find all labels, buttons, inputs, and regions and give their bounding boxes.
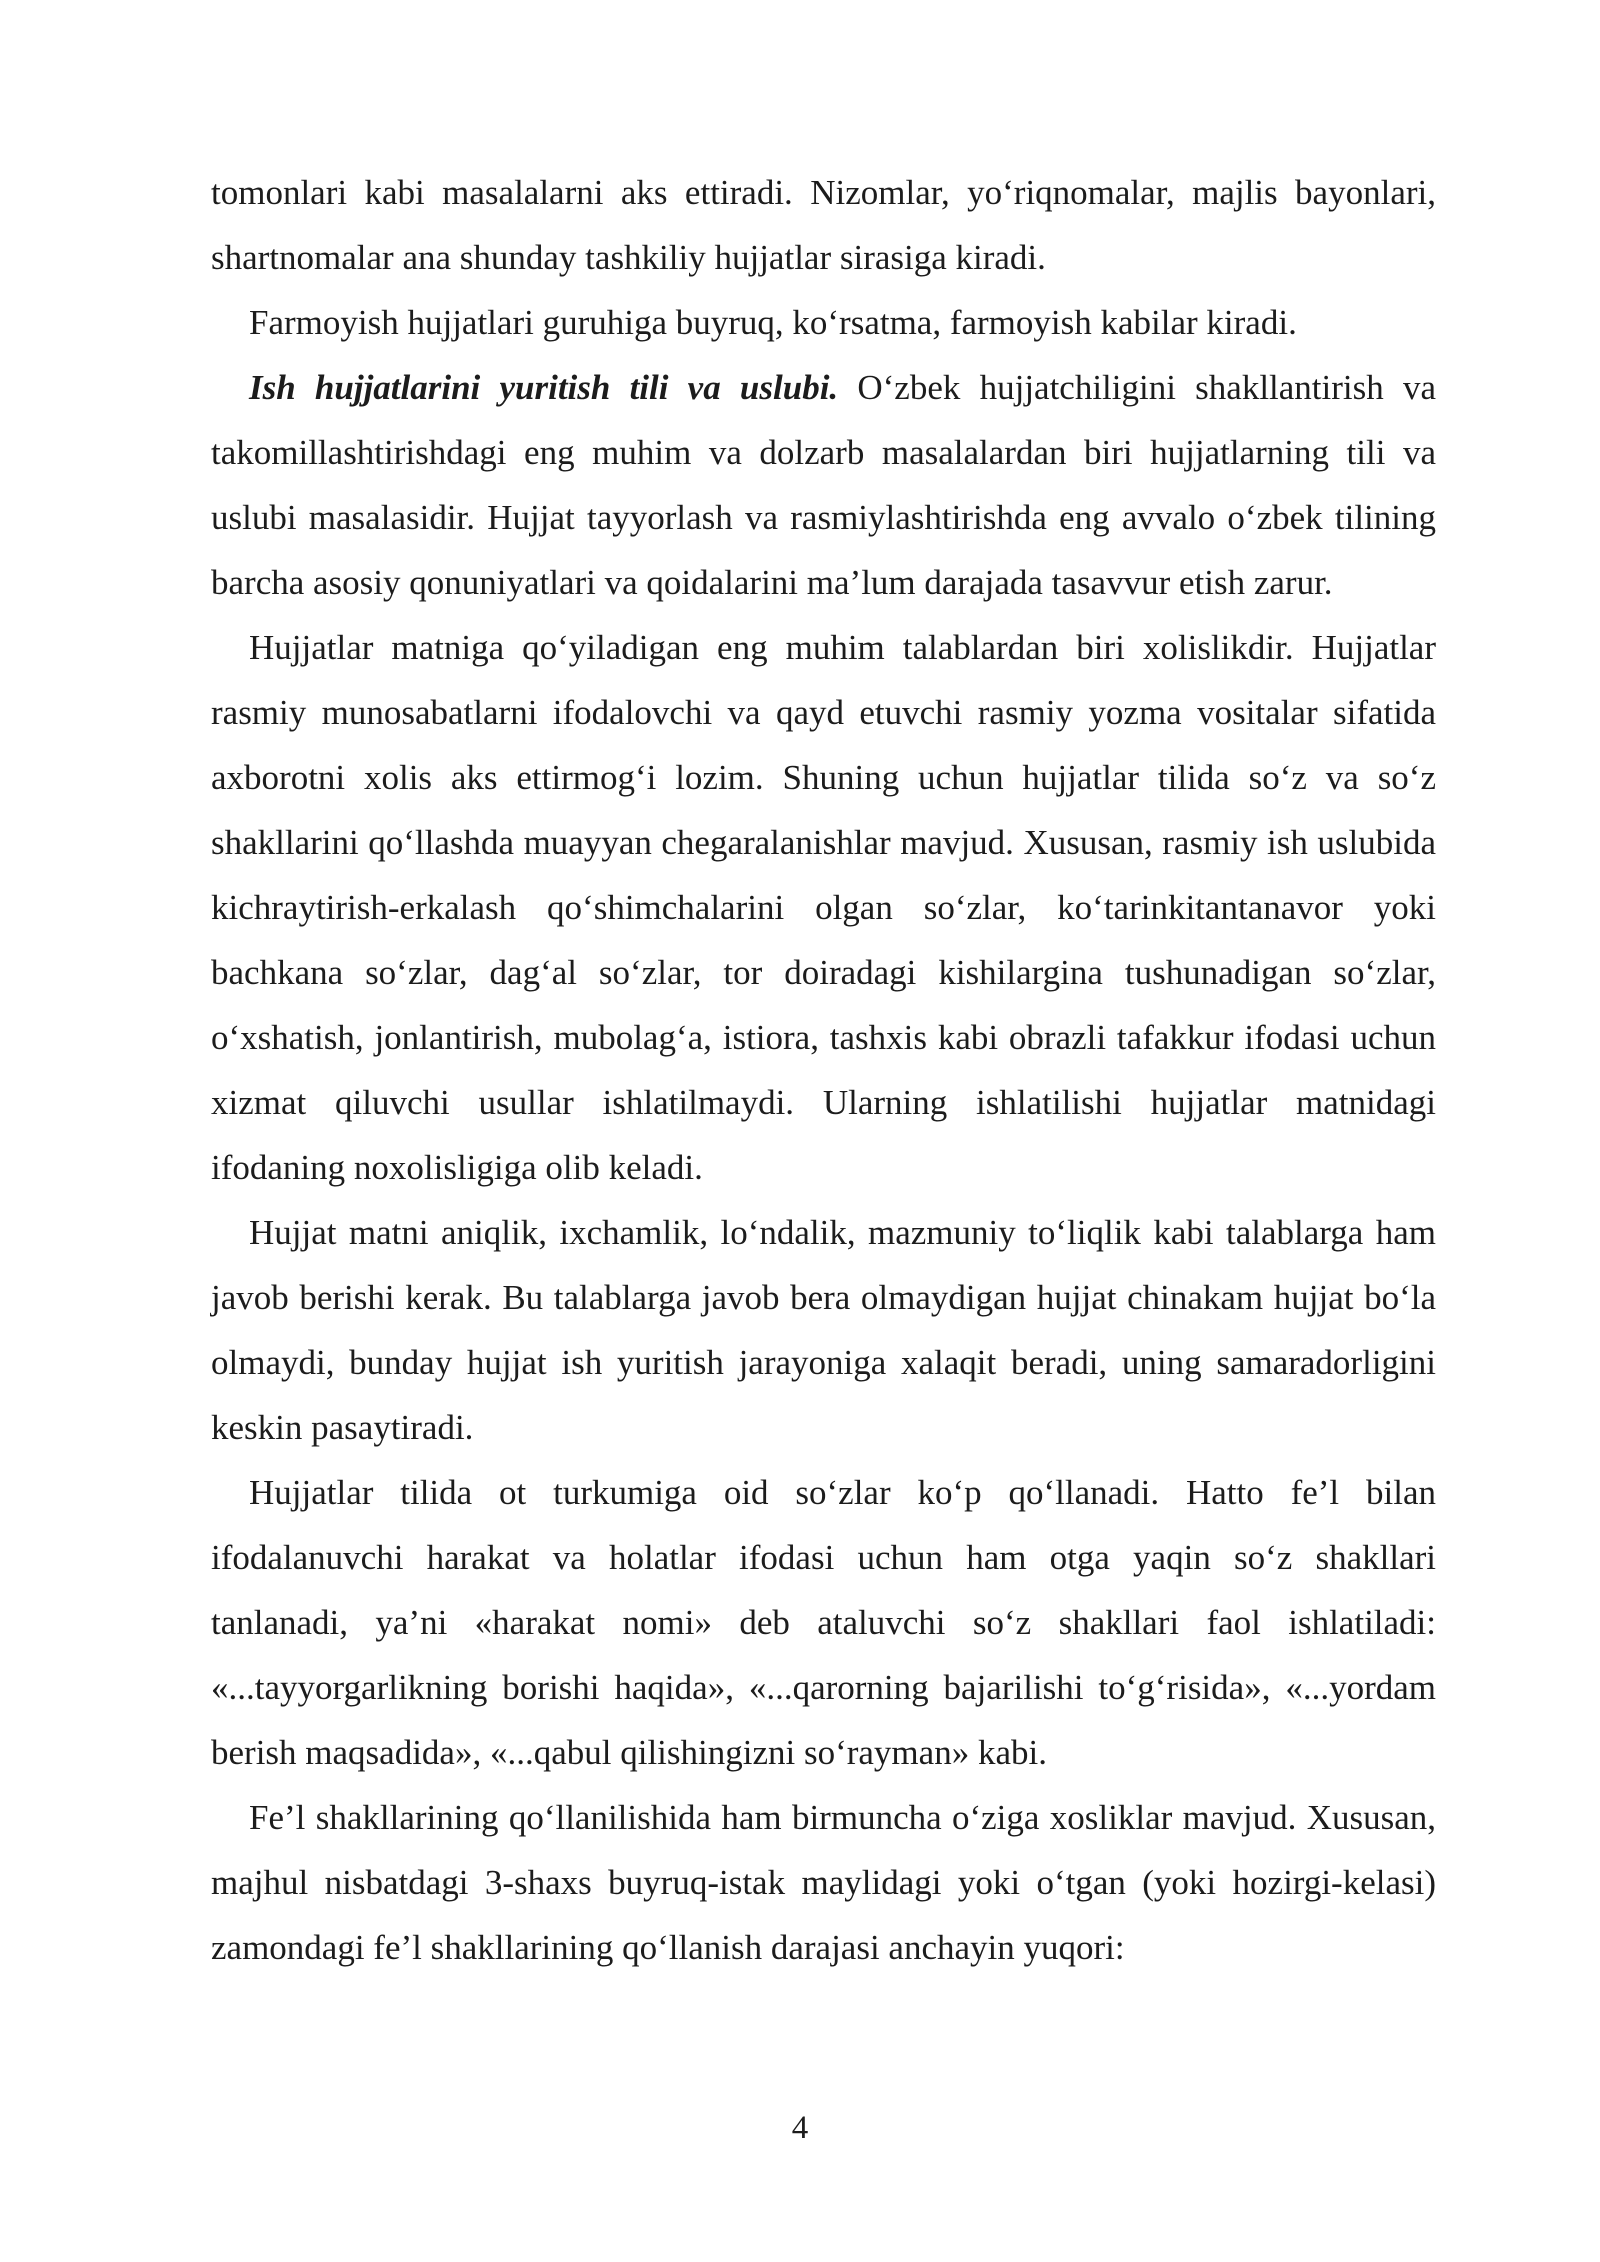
- page-number: 4: [791, 2110, 809, 2146]
- paragraph-2: [211, 290, 1436, 355]
- paragraph-4-text: Hujjatlar matniga qo‘yiladigan eng muhim talablardan biri xolislikdir. Hujjatlar rasmiy munosabatlarni ifodalovchi va qayd etuvchi rasmiy yozma vositalar sifatida axborotni xolis aks ettirmog‘i lozim. Shuning uchun hujjatlar tilida so‘z va so‘z shakllarini qo‘llashda muayyan chegaralanishlar mavjud. Xususan, rasmiy ish uslubida kichraytirish-erkalash qo‘shimchalarini olgan so‘zlar, ko‘tarinkitantanavor yoki bachkana so‘zlar, dag‘al so‘zlar, tor doiradagi kishilargina tushunadigan so‘zlar, o‘xshatish, jonlantirish, mubolag‘a, istiora, tashxis kabi obrazli tafakkur ifodasi uchun xizmat qiluvchi usullar ishlatilmaydi. Ularning ishlatilishi hujjatlar matnidagi ifodaning noxolisligiga olib keladi.: [211, 628, 1436, 1187]
- paragraph-4: [211, 615, 1436, 1200]
- section-heading-inline: Ish hujjatlarini yuritish tili va uslubi.: [249, 368, 839, 407]
- paragraph-3: [211, 355, 1436, 615]
- paragraph-1-text: tomonlari kabi masalalarni aks ettiradi. Nizomlar, yo‘riqnomalar, majlis bayonlari, shartnomalar ana shunday tashkiliy hujjatlar sirasiga kiradi.: [211, 173, 1436, 277]
- paragraph-5-text: Hujjat matni aniqlik, ixchamlik, lo‘ndalik, mazmuniy to‘liqlik kabi talablarga ham javob berishi kerak. Bu talablarga javob bera olmaydigan hujjat chinakam hujjat bo‘la olmaydi, bunday hujjat ish yuritish jarayoniga xalaqit beradi, uning samaradorligini keskin pasaytiradi.: [211, 1213, 1436, 1447]
- paragraph-1: [211, 160, 1436, 290]
- paragraph-3-text: O‘zbek hujjatchiligini shakllantirish va takomillashtirishdagi eng muhim va dolzarb masalalardan biri hujjatlarning tili va uslubi masalasidir. Hujjat tayyorlash va rasmiylashtirishda eng avvalo o‘zbek tilining barcha asosiy qonuniyatlari va qoidalarini ma’lum darajada tasavvur etish zarur.: [211, 368, 1436, 602]
- paragraph-7-text: Fe’l shakllarining qo‘llanilishida ham birmuncha o‘ziga xosliklar mavjud. Xususan, majhul nisbatdagi 3-shaxs buyruq-istak maylidagi yoki o‘tgan (yoki hozirgi-kelasi) zamondagi fe’l shakllarining qo‘llanish darajasi anchayin yuqori:: [211, 1798, 1436, 1967]
- paragraph-6: [211, 1460, 1436, 1785]
- paragraph-6-text: Hujjatlar tilida ot turkumiga oid so‘zlar ko‘p qo‘llanadi. Hatto fe’l bilan ifodalanuvchi harakat va holatlar ifodasi uchun ham otga yaqin so‘z shakllari tanlanadi, ya’ni «harakat nomi» deb ataluvchi so‘z shakllari faol ishlatiladi: «...tayyorgarlikning borishi haqida», «...qarorning bajarilishi to‘g‘risida», «...yordam berish maqsadida», «...qabul qilishingizni so‘rayman» kabi.: [211, 1473, 1436, 1772]
- paragraph-2-text: Farmoyish hujjatlari guruhiga buyruq, ko‘rsatma, farmoyish kabilar kiradi.: [249, 303, 1297, 342]
- body-text: [211, 160, 1436, 1980]
- paragraph-5: [211, 1200, 1436, 1460]
- paragraph-7: [211, 1785, 1436, 1980]
